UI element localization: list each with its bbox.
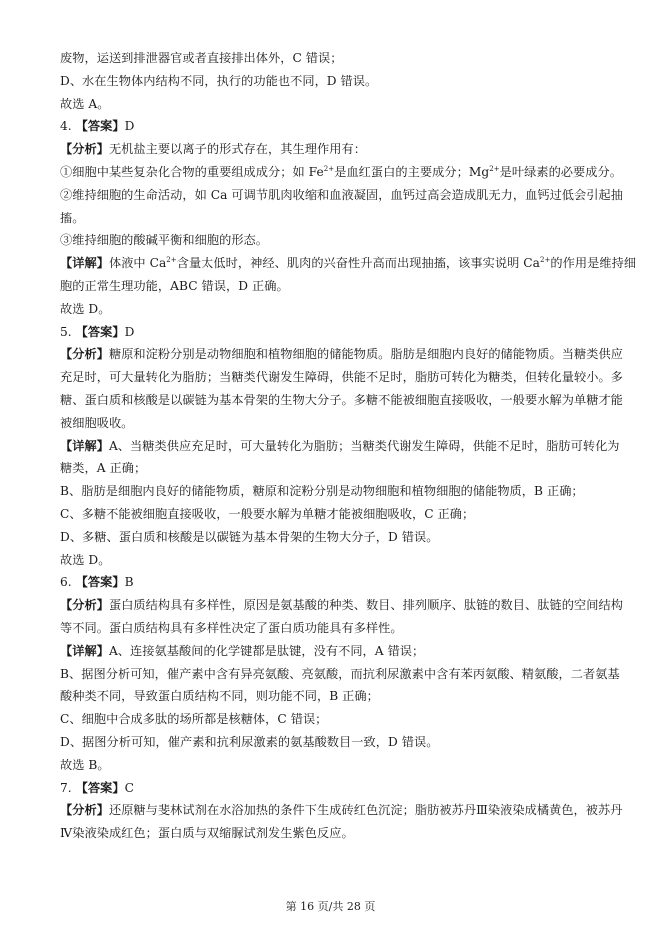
text-line [60,685,600,708]
line-text: B、脂肪是细胞内良好的储能物质，糖原和淀粉分别是动物细胞和植物细胞的储能物质，B 正确； [60,484,584,499]
line-text: D、多糖、蛋白质和核酸是以碳链为基本骨架的生物大分子，D 错误。 [60,529,439,544]
line-text: 故选 B。 [60,757,110,772]
section-tag: 【详解】 [60,256,109,271]
text-line [60,389,623,412]
line-text: D、水在生物体内结构不同，执行的功能也不同，D 错误。 [60,73,378,88]
section-tag: 【分析】 [60,347,109,362]
document-body [60,47,637,845]
question-number: 5. [60,324,76,339]
line-text: 是血红蛋白的主要成分；Mg [334,164,490,179]
text-line [60,184,623,207]
text-line [60,366,623,389]
section-tag: 【详解】 [60,438,109,453]
line-text: C [124,780,134,795]
text-line [60,754,600,777]
text-line [60,229,600,252]
line-text: ①细胞中某些复杂化合物的重要组成成分；如 Fe [60,164,324,179]
line-text: 蛋白质结构具有多样性，原因是氨基酸的种类、数目、排列顺序、肽链的数目、肽链的空间结构 [108,598,623,613]
text-line [60,115,600,138]
text-line [60,731,600,754]
superscript-charge: 2+ [166,256,177,265]
text-line [60,321,600,344]
text-line [60,435,620,458]
superscript-charge: 2+ [539,256,551,265]
text-line [60,275,600,298]
line-text: C、细胞中合成多肽的场所都是核糖体，C 错误； [60,712,328,727]
line-text: 被细胞吸收。 [60,415,134,430]
line-text: Ⅳ染液染成红色；蛋白质与双缩脲试剂发生紫色反应。 [60,826,354,841]
page-number-footer: 第 16 页/共 28 页 [285,900,376,913]
text-line [60,640,600,663]
line-text: A、连接氨基酸间的化学键都是肽键，没有不同，A 错误； [108,643,425,658]
section-tag: 【答案】 [75,119,125,134]
question-number: 4. [60,119,76,134]
superscript-charge: 2+ [489,164,500,173]
text-line [60,571,600,594]
line-text: 还原糖与斐林试剂在水浴加热的条件下生成砖红色沉淀；脂肪被苏丹Ⅲ染液染成橘黄色，被苏丹 [108,803,623,818]
text-line [60,799,623,822]
line-text: 是叶绿素的必要成分。 [499,164,622,179]
text-line [60,343,623,366]
section-tag: 【分析】 [60,803,109,818]
line-text: 无机盐主要以离子的形式存在，其生理作用有： [108,142,366,157]
text-line [60,594,623,617]
text-line [60,822,600,845]
text-line [60,708,600,731]
line-text: 糖原和淀粉分别是动物细胞和植物细胞的储能物质。脂肪是细胞内良好的储能物质。当糖类供应 [108,347,623,362]
text-line [60,47,600,70]
superscript-charge: 2+ [323,164,335,173]
text-line [60,207,600,230]
line-text: 糖类，A 正确； [60,461,147,476]
line-text: B [124,575,134,590]
section-tag: 【答案】 [75,575,125,590]
text-line [60,70,600,93]
line-text: 等不同。蛋白质结构具有多样性决定了蛋白质功能具有多样性。 [60,620,403,635]
line-text: D [124,324,135,339]
section-tag: 【答案】 [75,324,125,339]
line-text: D、据图分析可知，催产素和抗利尿激素的氨基酸数目一致，D 错误。 [60,734,439,749]
line-text: B、据图分析可知，催产素中含有异亮氨酸、亮氨酸，而抗利尿激素中含有苯丙氨酸、精氨酸，二者氨基 [60,666,620,681]
line-text: 故选 A。 [60,96,110,111]
line-text: ③维持细胞的酸碱平衡和细胞的形态。 [60,233,269,248]
line-text: ②维持细胞的生命活动，如 Ca 可调节肌肉收缩和血液凝固，血钙过高会造成肌无力，血钙过低会引起抽 [60,187,623,202]
text-line [60,480,600,503]
text-line [60,298,600,321]
text-line [60,138,600,161]
section-tag: 【答案】 [75,780,125,795]
section-tag: 【分析】 [60,598,109,613]
line-text: 酸种类不同，导致蛋白质结构不同，则功能不同，B 正确； [60,689,379,704]
text-line [60,526,600,549]
line-text: 搐。 [60,210,85,225]
line-text: D [124,119,135,134]
line-text: 糖、蛋白质和核酸是以碳链为基本骨架的生物大分子。多糖不能被细胞直接吸收，一般要水解为单糖才能 [60,392,623,407]
question-number: 6. [60,575,76,590]
text-line [60,252,637,275]
line-text: C、多糖不能被细胞直接吸收，一般要水解为单糖才能被细胞吸收，C 正确； [60,506,475,521]
text-line [60,457,600,480]
line-text: 故选 D。 [60,552,111,567]
line-text: 废物，运送到排泄器官或者直接排出体外，C 错误； [60,51,343,65]
text-line [60,93,600,116]
text-line [60,549,600,572]
line-text: 的作用是维持细 [550,256,637,271]
section-tag: 【详解】 [60,643,109,658]
text-line [60,412,600,435]
text-line [60,777,600,800]
section-tag: 【分析】 [60,142,109,157]
line-text: 胞的正常生理功能，ABC 错误，D 正确。 [60,278,289,293]
question-number: 7. [60,780,76,795]
text-line [60,503,600,526]
line-text: 故选 D。 [60,301,111,316]
line-text: 含量太低时，神经、肌肉的兴奋性升高而出现抽搐，该事实说明 Ca [176,256,540,271]
text-line [60,617,600,640]
text-line [60,663,620,686]
line-text: 体液中 Ca [108,256,167,271]
line-text: A、当糖类供应充足时，可大量转化为脂肪；当糖类代谢发生障碍，供能不足时，脂肪可转化为 [108,438,620,453]
line-text: 充足时，可大量转化为脂肪；当糖类代谢发生障碍，供能不足时，脂肪可转化为糖类，但转化量较小。多 [60,370,623,385]
text-line [60,161,622,184]
